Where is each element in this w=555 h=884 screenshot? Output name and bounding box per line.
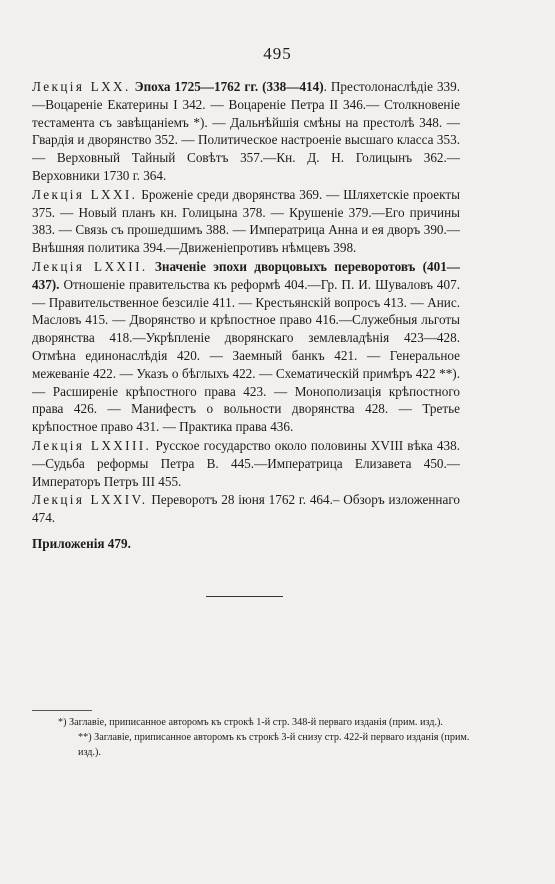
lecture-contents: Переворотъ 28 іюня 1762 г. 464.– Обзоръ изложеннаго 474.	[32, 492, 460, 526]
toc-entry-lecture-71	[32, 186, 460, 257]
lecture-pages: (338—414)	[262, 79, 324, 94]
lecture-label: Лекція LXXI.	[32, 186, 138, 202]
toc-entry-lecture-73	[32, 437, 460, 490]
section-divider	[206, 596, 283, 597]
footnote-1	[32, 715, 472, 730]
toc-entry-appendix: Приложенія 479.	[32, 535, 131, 551]
lecture-label: Лекція LXXII.	[32, 258, 148, 274]
footnote-2	[32, 730, 472, 760]
page-number: 495	[263, 44, 292, 63]
lecture-title: Значеніе эпохи дворцовыхъ переворотовъ	[154, 258, 416, 274]
lecture-contents: Отношеніе правительства къ реформѣ 404.—Гр. П. И. Шуваловъ 407. — Правительственное безсиліе 411. — Крестьянскій вопросъ 413. — Анис. Масловъ 415. — Дворянство и крѣпостное право 416.—Служебныя льготы дворянства 418.—Укрѣпленіе дворянскаго землевладѣнія 423—428. Отмѣна единонаслѣдія 420. — Заемный банкъ 421. — Генеральное межеваніе 422. — Указъ о бѣглыхъ 422. — Схематическій примѣръ 422 **). — Расширеніе крѣпостного права 423. — Монополизація крѣпостного права 426. — Манифестъ о вольности дворянства 428. — Третье крѣпостное право 431. — Практика права 436.	[32, 276, 460, 435]
lecture-pages: (401—437).	[32, 258, 460, 292]
lecture-label: Лекція LXX.	[32, 79, 131, 94]
lecture-contents: Броженіе среди дворянства 369. — Шляхетскіе проекты 375. — Новый планъ кн. Голицына 378. — Крушеніе 379.—Его причины 383. — Связь съ прошедшимъ 388. — Императрица Анна и ея дворъ 390.—Внѣшняя политика 394.—Движеніепротивъ нѣмцевъ 398.	[32, 186, 460, 256]
lecture-title: Эпоха 1725—1762 гг.	[134, 79, 259, 94]
footnote-rule	[32, 710, 92, 711]
lecture-label: Лекція LXXIV.	[32, 492, 148, 508]
toc-entry-lecture-70: Лекція LXX. Эпоха 1725—1762 гг. (338—414). Престолонаслѣдіе 339.—Воцареніе Екатерины I 342. — Воцареніе Петра II 346.— Столкновеніе тестамента съ завѣщаніемъ *). — Дальнѣйшія смѣны на престолѣ 348. — Гвардія и дворянство 352. — Политическое настроеніе высшаго класса 353. — Верховный Тайный Совѣтъ 357.—Кн. Д. Н. Голицынъ 362.—Верховники 1730 г. 364.	[32, 79, 461, 183]
lecture-label: Лекція LXXIII.	[32, 437, 152, 453]
footnotes	[32, 715, 472, 760]
footnote-1-text: *) Заглавіе, приписанное авторомъ къ строкѣ 1-й стр. 348-й перваго изданія (прим. изд.).	[58, 717, 443, 728]
table-of-contents	[32, 78, 460, 554]
toc-entry-lecture-72	[32, 258, 460, 436]
lecture-contents: Престолонаслѣдіе 339.—Воцареніе Екатерины I 342. — Воцареніе Петра II 346.— Столкновеніе тестамента съ завѣщаніемъ *). — Дальнѣйшія смѣны на престолѣ 348. — Гвардія и дворянство 352. — Политическое настроеніе высшаго класса 353. — Верховный Тайный Совѣтъ 357.—Кн. Д. Н. Голицынъ 362.—Верховники 1730 г. 364.	[32, 79, 461, 183]
footnote-2-text: **) Заглавіе, приписанное авторомъ къ строкѣ 3-й снизу стр. 422-й перваго изданія (прим. изд.).	[78, 732, 470, 758]
toc-entry-lecture-74	[32, 491, 460, 527]
lecture-contents: Русское государство около половины XVIII вѣка 438.—Судьба реформы Петра В. 445.—Императрица Елизавета 450.—Императоръ Петръ III 455.	[32, 437, 461, 489]
